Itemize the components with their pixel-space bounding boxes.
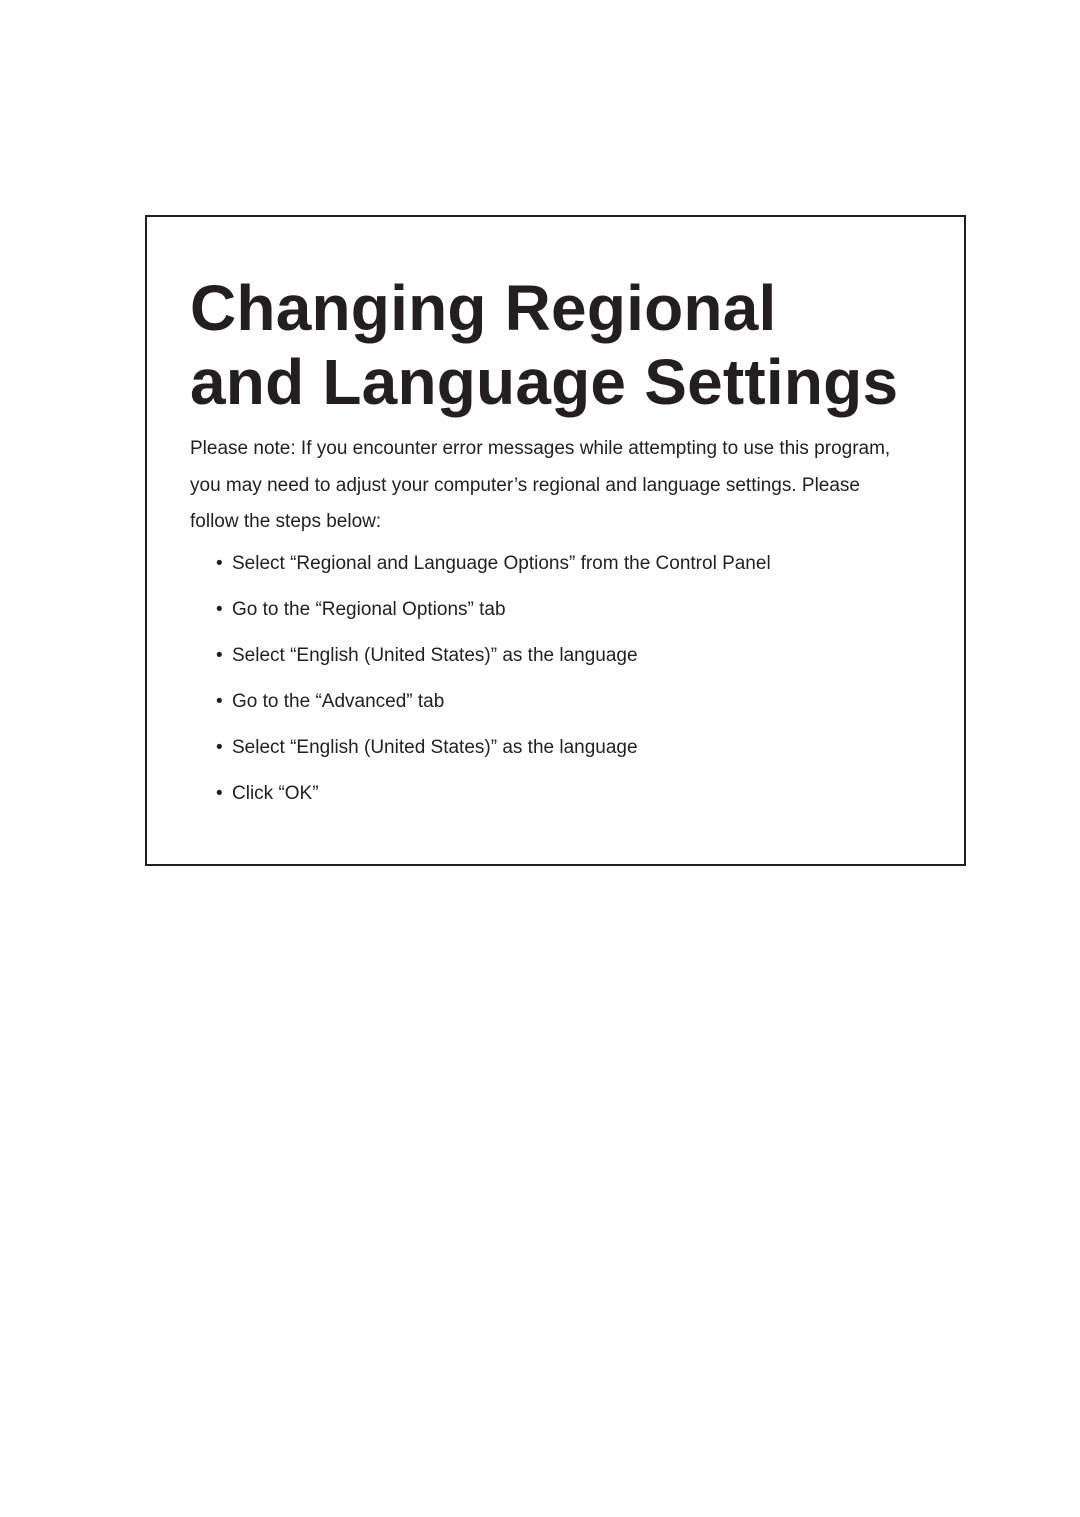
step-item	[216, 595, 771, 641]
title-line-1: Changing Regional	[190, 272, 777, 344]
step-item	[216, 641, 771, 687]
step-text: Select “English (United States)” as the language	[232, 737, 638, 758]
step-text: Go to the “Advanced” tab	[232, 691, 445, 712]
intro-line-1: Please note: If you encounter error messages while attempting to use this program,	[190, 438, 891, 459]
bullet-icon: •	[216, 599, 223, 620]
intro-line-3: follow the steps below:	[190, 511, 382, 532]
title-line-2: and Language Settings	[190, 346, 899, 418]
step-item	[216, 549, 771, 595]
bullet-icon: •	[216, 737, 223, 758]
step-item	[216, 687, 771, 733]
page-title	[190, 271, 898, 419]
bullet-icon: •	[216, 691, 223, 712]
step-text: Go to the “Regional Options” tab	[232, 599, 506, 620]
step-text: Select “Regional and Language Options” from the Control Panel	[232, 553, 771, 574]
step-text: Click “OK”	[232, 783, 319, 804]
step-item	[216, 779, 771, 825]
bullet-icon: •	[216, 553, 223, 574]
step-item	[216, 733, 771, 779]
notice-box	[145, 215, 966, 866]
bullet-icon: •	[216, 645, 223, 666]
step-text: Select “English (United States)” as the language	[232, 645, 638, 666]
bullet-icon: •	[216, 783, 223, 804]
intro-paragraph	[190, 431, 930, 541]
steps-list	[216, 549, 771, 825]
intro-line-2: you may need to adjust your computer’s regional and language settings. Please	[190, 474, 861, 496]
